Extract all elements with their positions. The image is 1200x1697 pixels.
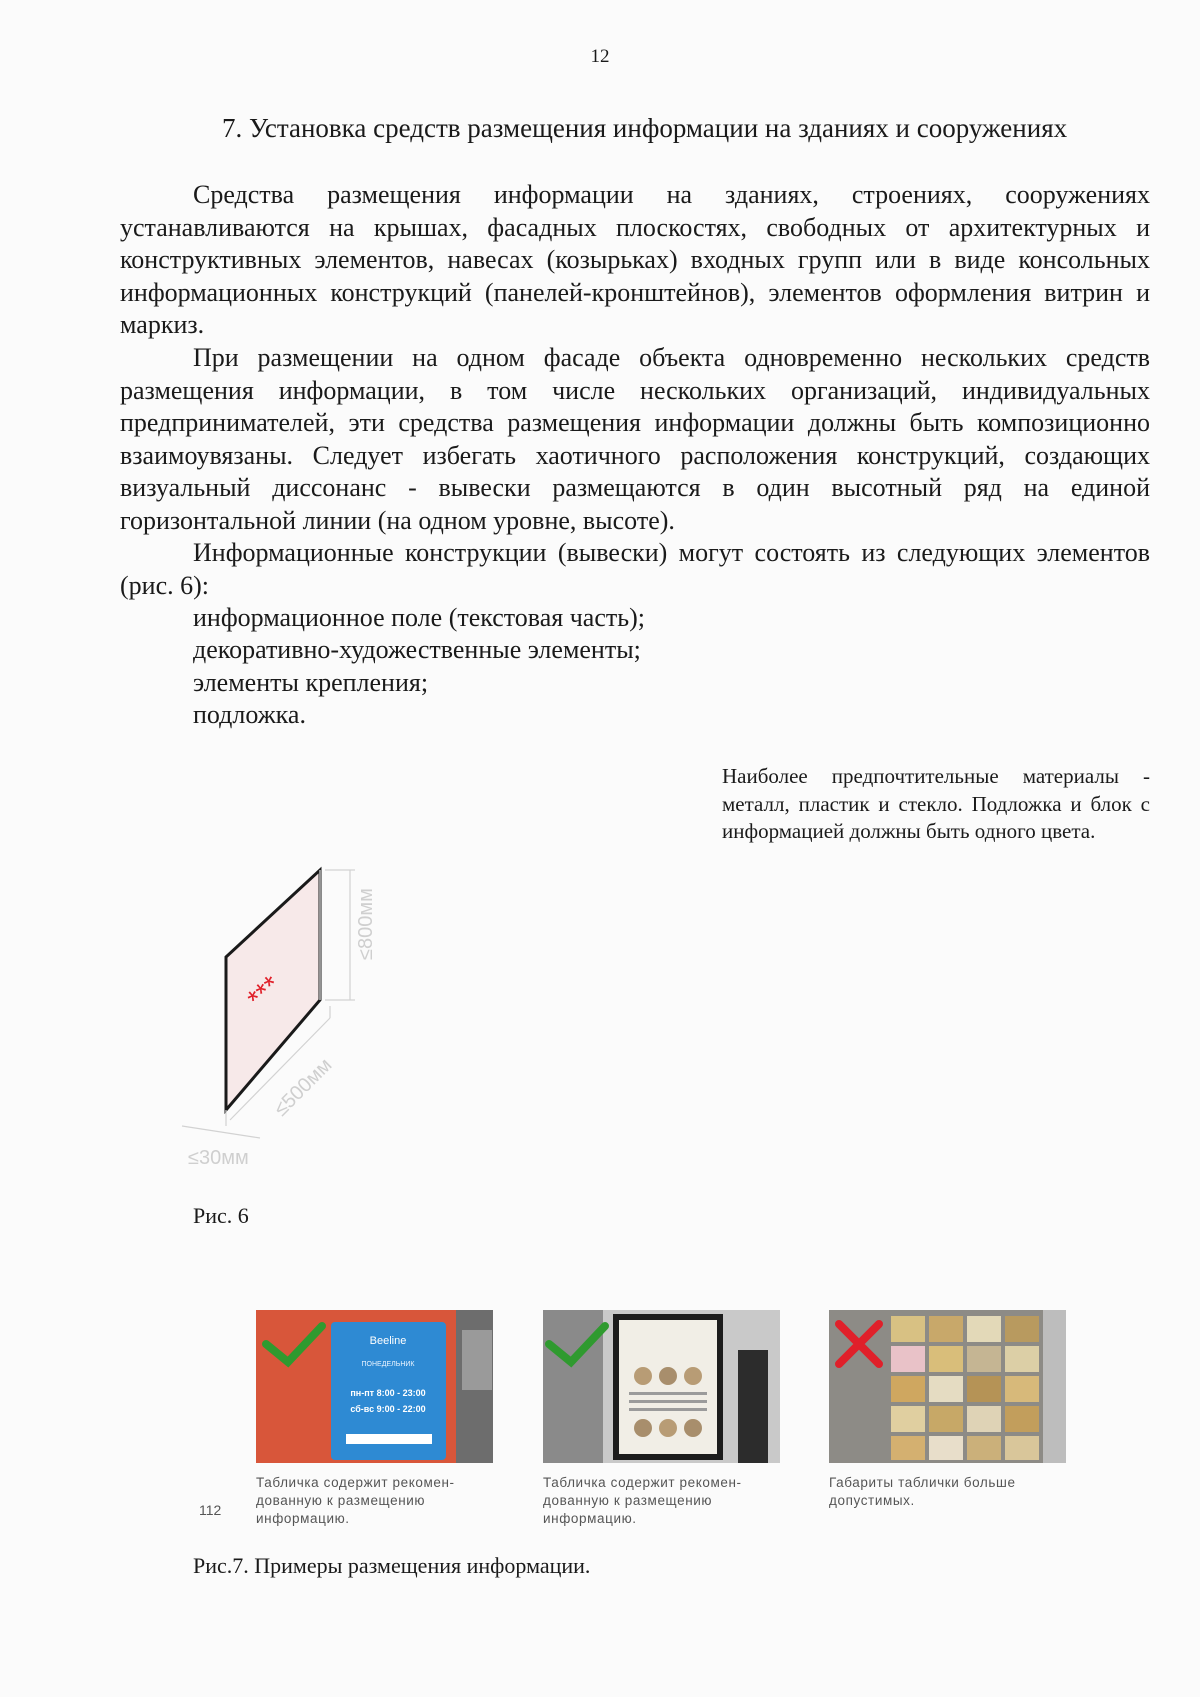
page-number: 12 — [590, 46, 610, 67]
list-item: элементы крепления; — [193, 668, 429, 697]
figure-7-caption: Рис.7. Примеры размещения информации. — [193, 1553, 591, 1578]
height-label: ≤800мм — [355, 888, 377, 960]
source-page-number: 112 — [199, 1502, 222, 1518]
list-item: декоративно-художественные элементы; — [193, 635, 641, 664]
example-photo-3 — [829, 1310, 1066, 1463]
depth-label: ≤30мм — [188, 1147, 249, 1169]
sign-brand: Beeline — [369, 1335, 407, 1347]
sign-line: сб-вс 9:00 - 22:00 — [350, 1404, 426, 1414]
photo-caption: Габариты таблички больше допустимых. — [829, 1475, 1016, 1508]
paragraph: При размещении на одном фасаде объекта одновременно нескольких средств размещения информации, в том числе нескольких организаций, индивидуальных предпринимателей, эти средства размещения информации должны быть композиционно взаимоувязаны. Следует избегать хаотичного расположения конструкций, создающих визуальный диссонанс - вывески размещаются в один высотный ряд на единой горизонтальной линии (на одном уровне, высоте). — [120, 343, 1150, 535]
materials-note: Наиболее предпочтительные материалы - металл, пластик и стекло. Подложка и блок с информацией должны быть одного цвета. — [722, 764, 1150, 843]
figure-6-caption: Рис. 6 — [193, 1203, 249, 1228]
section-title: 7. Установка средств размещения информации на зданиях и сооружениях — [222, 113, 1068, 143]
photo-caption: Табличка содержит рекомен-дованную к размещению информацию. — [256, 1475, 455, 1526]
list-item: подложка. — [193, 700, 306, 729]
center-mark: *** — [241, 969, 287, 1015]
example-photo-1 — [256, 1310, 493, 1463]
sign-line: ПОНЕДЕЛЬНИК — [361, 1361, 415, 1368]
photo-caption: Табличка содержит рекомен-дованную к размещению информацию. — [543, 1475, 742, 1526]
sign-dimension-diagram — [180, 860, 440, 1180]
dim-line — [182, 1126, 260, 1138]
example-photo-2 — [543, 1310, 780, 1463]
width-label: ≤500мм — [269, 1054, 337, 1121]
paragraph: Средства размещения информации на зданиях, строениях, сооружениях устанавливаются на крышах, фасадных плоскостях, свободных от архитектурных и конструктивных элементов, навесах (козырьках) входных групп или в виде консольных информационных конструкций (панелей-кронштейнов), элементов оформления витрин и маркиз. — [120, 180, 1150, 339]
sign-line: пн-пт 8:00 - 23:00 — [350, 1388, 426, 1398]
list-item: информационное поле (текстовая часть); — [193, 603, 645, 632]
paragraph: Информационные конструкции (вывески) могут состоять из следующих элементов (рис. 6): — [120, 538, 1150, 600]
